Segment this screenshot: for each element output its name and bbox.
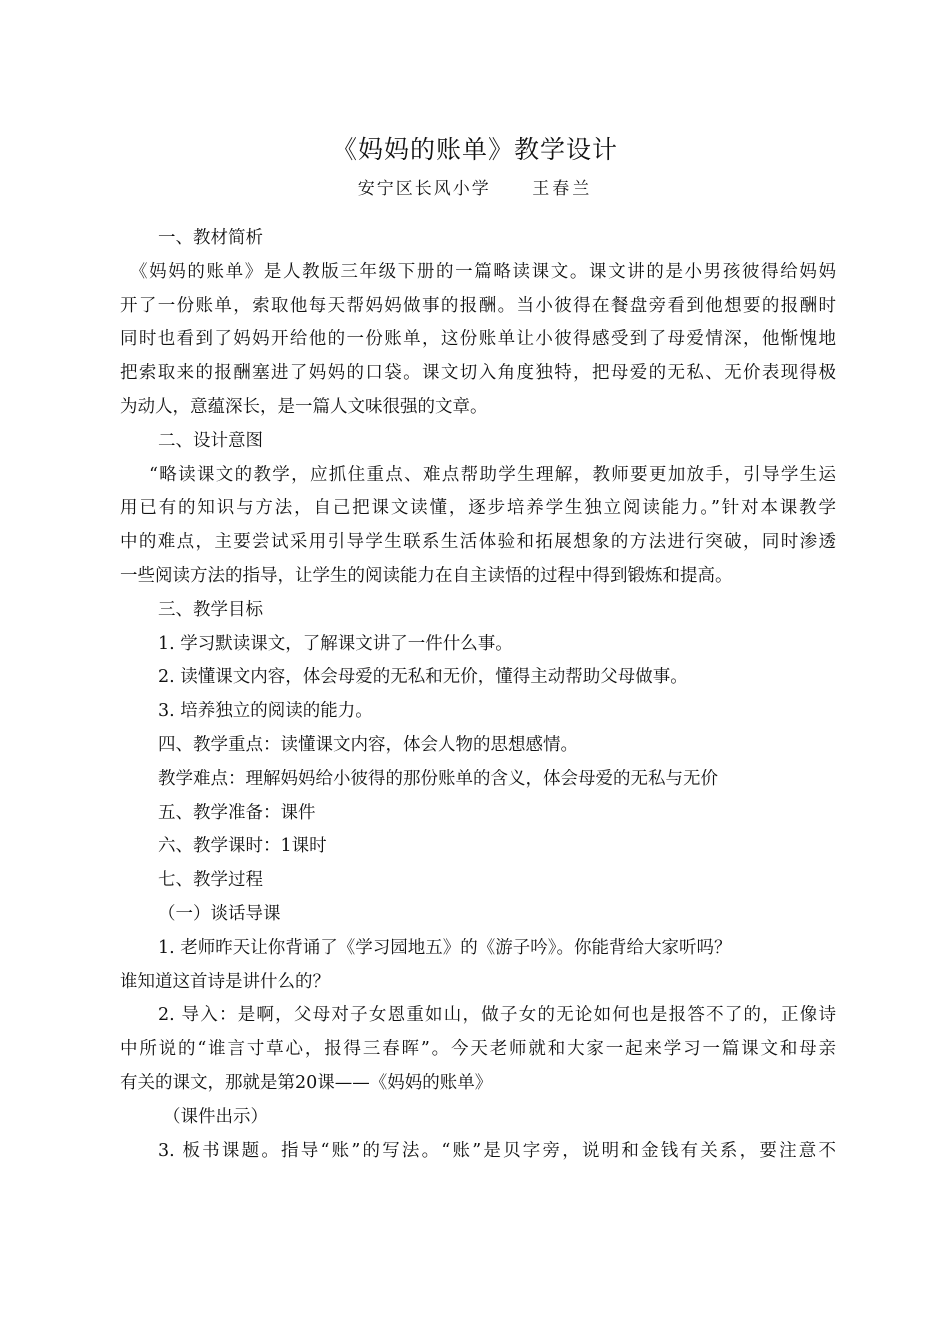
text-line: 中的难点，主要尝试采用引导学生联系生活体验和拓展想象的方法进行突破，同时渗透 bbox=[120, 532, 836, 553]
text-line: 为动人，意蕴深长，是一篇人文味很强的文章。 bbox=[120, 396, 488, 417]
text-line: 教学难点：理解妈妈给小彼得的那份账单的含义，体会母爱的无私与无价 bbox=[158, 768, 718, 789]
text-line: 把索取来的报酬塞进了妈妈的口袋。课文切入角度独特，把母爱的无私、无价表现得极 bbox=[120, 363, 836, 384]
text-line: 一、教材简析 bbox=[158, 228, 263, 248]
text-line: 三、教学目标 bbox=[158, 599, 263, 620]
text-line: 有关的课文，那就是第20课——《妈妈的账单》 bbox=[120, 1072, 493, 1093]
school-name: 安宁区长风小学 bbox=[357, 179, 491, 199]
text-line: 七、教学过程 bbox=[158, 870, 263, 891]
text-line: 3. 板书课题。指导“账”的写法。“账”是贝字旁，说明和金钱有关系，要注意不 bbox=[158, 1140, 836, 1161]
text-line: 六、教学课时：1课时 bbox=[158, 836, 327, 857]
text-line: 2. 读懂课文内容，体会母爱的无私和无价，懂得主动帮助父母做事。 bbox=[158, 667, 688, 688]
text-line: 3. 培养独立的阅读的能力。 bbox=[158, 701, 373, 722]
text-line: （课件出示） bbox=[163, 1106, 268, 1127]
document-title: 《妈妈的账单》教学设计 bbox=[331, 135, 618, 164]
text-line: （一）谈话导课 bbox=[158, 903, 281, 924]
text-line: 谁知道这首诗是讲什么的？ bbox=[120, 971, 330, 992]
text-line: 用已有的知识与方法，自己把课文读懂，逐步培养学生独立阅读能力。”针对本课教学 bbox=[120, 498, 836, 519]
document-body bbox=[120, 222, 836, 1168]
text-line: 1. 老师昨天让你背诵了《学习园地五》的《游子吟》。你能背给大家听吗？ bbox=[158, 937, 732, 958]
author-name: 王春兰 bbox=[532, 179, 593, 199]
text-line: 开了一份账单，索取他每天帮妈妈做事的报酬。当小彼得在餐盘旁看到他想要的报酬时 bbox=[120, 295, 836, 316]
byline bbox=[0, 176, 950, 202]
text-line: 《妈妈的账单》是人教版三年级下册的一篇略读课文。课文讲的是小男孩彼得给妈妈 bbox=[130, 261, 836, 282]
text-line: 1. 学习默读课文，了解课文讲了一件什么事。 bbox=[158, 633, 513, 654]
text-line: 2. 导入：是啊，父母对子女恩重如山，做子女的无论如何也是报答不了的，正像诗 bbox=[158, 1005, 836, 1026]
text-line: 一些阅读方法的指导，让学生的阅读能力在自主读悟的过程中得到锻炼和提高。 bbox=[120, 565, 733, 586]
text-line: 同时也看到了妈妈开给他的一份账单，这份账单让小彼得感受到了母爱情深，他惭愧地 bbox=[120, 329, 836, 350]
text-line: 四、教学重点：读懂课文内容，体会人物的思想感情。 bbox=[158, 734, 578, 755]
text-line: 五、教学准备：课件 bbox=[158, 802, 316, 823]
text-line: 中所说的“谁言寸草心，报得三春晖”。今天老师就和大家一起来学习一篇课文和母亲 bbox=[120, 1039, 836, 1060]
text-line: “略读课文的教学，应抓住重点、难点帮助学生理解，教师要更加放手，引导学生运 bbox=[149, 464, 836, 485]
text-line: 二、设计意图 bbox=[158, 430, 263, 451]
